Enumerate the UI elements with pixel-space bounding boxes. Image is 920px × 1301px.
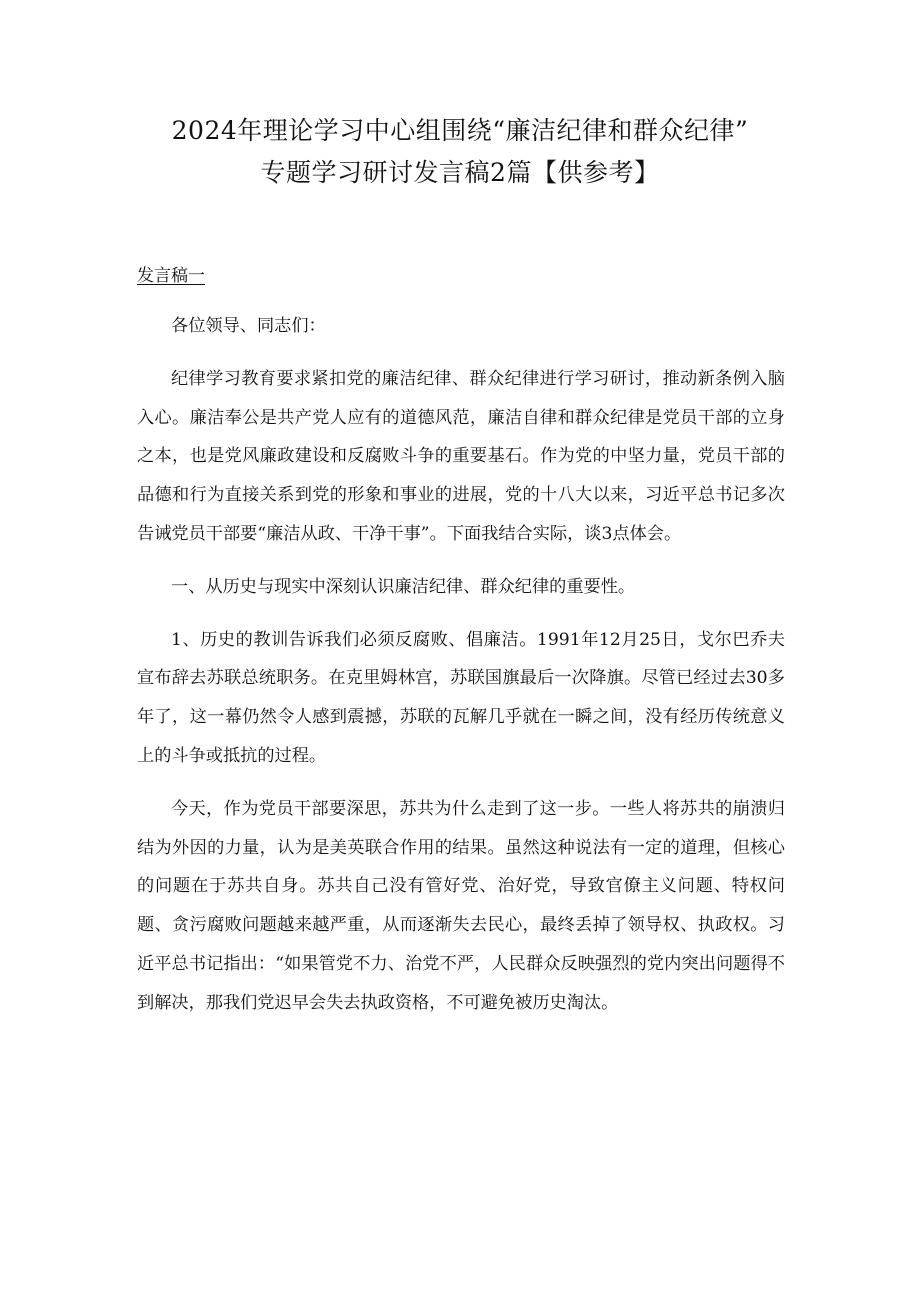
body-paragraph: 1、历史的教训告诉我们必须反腐败、倡廉洁。1991年12月25日，戈尔巴乔夫宣布辞去苏联总统职务。在克里姆林宫，苏联国旗最后一次降旗。尽管已经过去30多年了，这一幕仍然令人感到震撼，苏联的瓦解几乎就在一瞬之间，没有经历传统意义上的斗争或抵抗的过程。 (137, 629, 785, 766)
body-paragraph: 今天，作为党员干部要深思，苏共为什么走到了这一步。一些人将苏共的崩溃归结为外因的力量，认为是美英联合作用的结果。虽然这种说法有一定的道理，但核心的问题在于苏共自身。苏共自己没有管好党、治好党，导致官僚主义问题、特权问题、贪污腐败问题越来越严重，从而逐渐失去民心，最终丢掉了领导权、执政权。习近平总书记指出：“如果管党不力、治党不严，人民群众反映强烈的党内突出问题得不到解决，那我们党迟早会失去执政资格，不可避免被历史淘汰。 (137, 798, 785, 1013)
title-line-2: 专题学习研讨发言稿2篇【供参考】 (260, 158, 660, 187)
document-title (110, 110, 810, 194)
title-line-1: 2024年理论学习中心组围绕“廉洁纪律和群众纪律” (171, 116, 749, 145)
section-label: 发言稿一 (137, 266, 205, 286)
document-body (137, 307, 785, 1023)
body-paragraph: 纪律学习教育要求紧扣党的廉洁纪律、群众纪律进行学习研讨，推动新条例入脑入心。廉洁奉公是共产党人应有的道德风范，廉洁自律和群众纪律是党员干部的立身之本，也是党风廉政建设和反腐败斗争的重要基石。作为党的中坚力量，党员干部的品德和行为直接关系到党的形象和事业的进展，党的十八大以来，习近平总书记多次告诫党员干部要“廉洁从政、干净干事”。下面我结合实际，谈3点体会。 (137, 368, 785, 544)
section-heading-paragraph: 一、从历史与现实中深刻认识廉洁纪律、群众纪律的重要性。 (171, 576, 636, 597)
salutation-paragraph: 各位领导、同志们： (171, 316, 326, 336)
